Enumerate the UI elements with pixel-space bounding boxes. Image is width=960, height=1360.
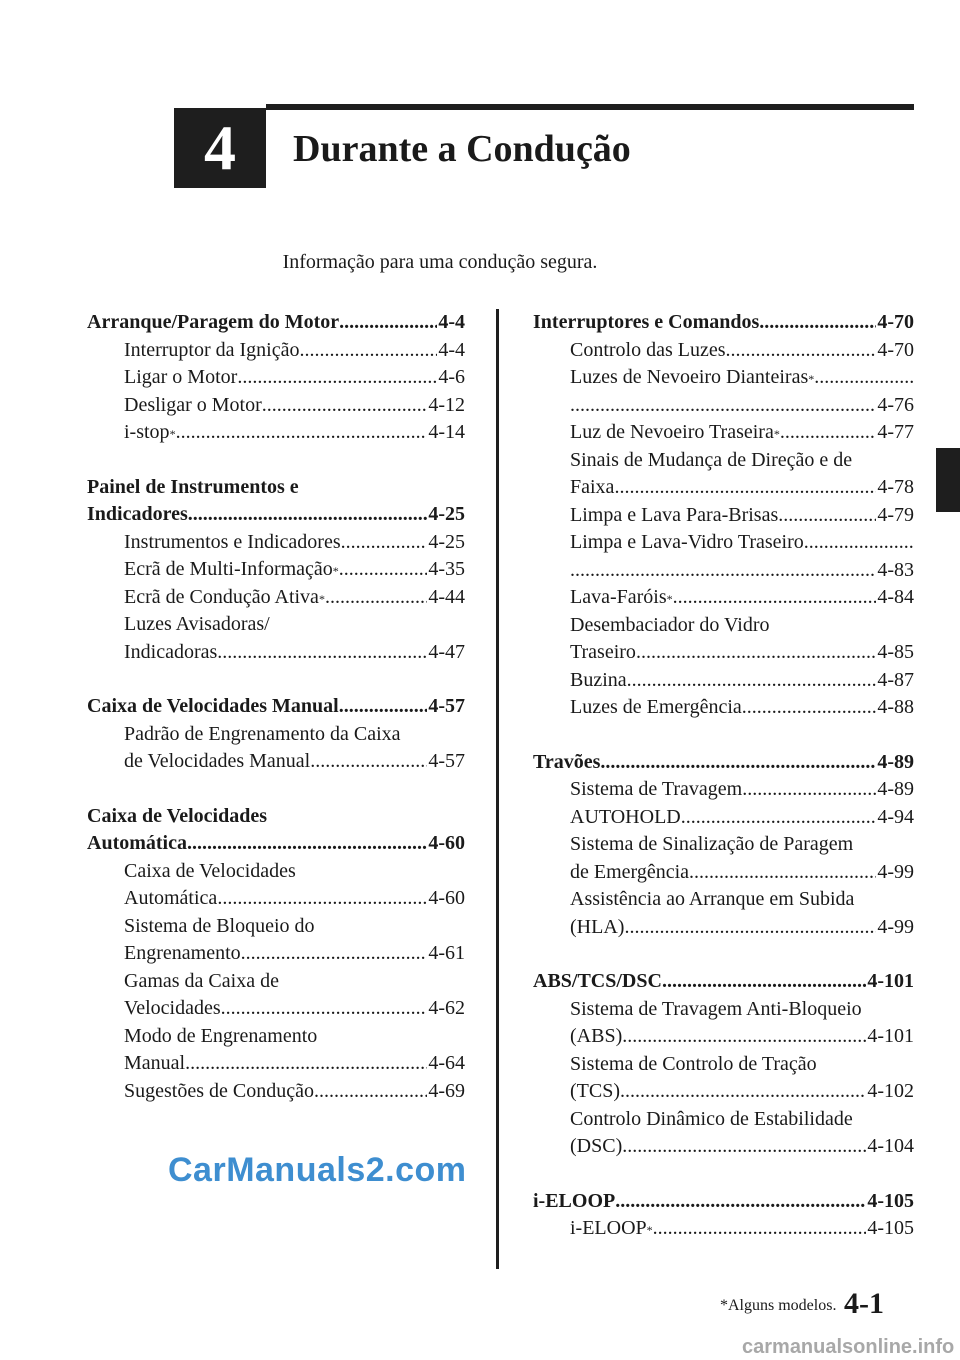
toc-entry[interactable]: [87, 885, 465, 913]
toc-page-number: 4-14: [428, 421, 465, 443]
toc-entry-text: Lava-Faróis: [570, 586, 667, 608]
toc-entry-text: Sinais de Mudança de Direção e de: [570, 448, 853, 471]
toc-dot-leader: [620, 1078, 866, 1106]
toc-entry-text: Controlo Dinâmico de Estabilidade: [570, 1107, 853, 1130]
toc-page-number: 4-83: [877, 558, 914, 581]
toc-page-number: 4-60: [428, 887, 465, 909]
toc-entry-text: Buzina: [570, 668, 627, 691]
carmanuals-watermark: CarManuals2.com: [168, 1151, 467, 1189]
toc-entry[interactable]: [533, 612, 914, 640]
toc-entry-text: Desligar o Motor: [124, 393, 262, 416]
toc-page-number: 4-35: [428, 558, 465, 580]
toc-entry-text: Limpa e Lava-Vidro Traseiro: [570, 531, 804, 553]
toc-page-number: 4-25: [428, 530, 465, 553]
toc-entry-text: Desembaciador do Vidro: [570, 613, 770, 636]
toc-dot-leader: [627, 667, 877, 695]
toc-dot-leader: [314, 1078, 427, 1106]
toc-dot-leader: [339, 309, 437, 337]
chapter-subtitle: Informação para uma condução segura.: [282, 251, 598, 273]
toc-page-number: 4-69: [428, 1079, 465, 1102]
toc-page-number: 4-99: [877, 860, 914, 883]
toc-entry-text: Manual: [124, 1052, 186, 1074]
toc-entry[interactable]: [87, 913, 465, 941]
toc-dot-leader: [681, 804, 877, 832]
toc-section-heading[interactable]: [87, 309, 465, 337]
toc-page-number: 4-87: [877, 668, 914, 691]
toc-page-number: 4-79: [877, 503, 914, 526]
chapter-number-tab: 4: [174, 108, 266, 188]
chapter-side-tab: [936, 448, 960, 512]
toc-entry[interactable]: [533, 804, 914, 832]
toc-entry-text: Controlo das Luzes: [570, 338, 726, 361]
toc-dot-leader: [176, 419, 428, 447]
toc-entry-text: Luzes Avisadoras/: [124, 613, 270, 635]
toc-entry-text: AUTOHOLD: [570, 805, 681, 828]
toc-entry[interactable]: [533, 337, 914, 365]
toc-entry[interactable]: Luzes de Nevoeiro Dianteiras * .....: [533, 364, 914, 392]
toc-dot-leader: [804, 529, 914, 557]
toc-page-number: 4-6: [438, 366, 465, 388]
toc-page-number: 4-70: [877, 338, 914, 361]
toc-entry[interactable]: [533, 392, 914, 420]
toc-entry-text: de Emergência: [570, 860, 690, 883]
toc-entry-text: Luzes de Emergência: [570, 696, 742, 718]
column-divider: [496, 309, 499, 1269]
toc-entry-text: Ligar o Motor: [124, 366, 238, 388]
toc-section-heading[interactable]: [87, 803, 465, 831]
site-watermark: carmanualsonline.info: [742, 1336, 955, 1358]
toc-heading-text: Arranque/Paragem do Motor: [87, 311, 340, 333]
toc-entry-text: Faixa: [570, 476, 615, 498]
toc-section: [87, 309, 465, 447]
page-number: 4-1: [844, 1287, 884, 1320]
toc-page-number: 4-25: [428, 503, 465, 525]
toc-dot-leader: [237, 364, 437, 392]
toc-entry-text: Traseiro: [570, 641, 636, 663]
toc-page-number: 4-102: [867, 1080, 914, 1102]
toc-dot-leader: [778, 502, 876, 530]
toc-entry[interactable]: [87, 858, 465, 886]
toc-entry[interactable]: [533, 1106, 914, 1134]
toc-page-number: 4-99: [877, 915, 914, 938]
footnote: *Alguns modelos.: [720, 1297, 837, 1314]
toc-heading-text: Caixa de Velocidades: [87, 804, 268, 827]
toc-section: [533, 968, 914, 1161]
toc-entry-text: Assistência ao Arranque em Subida: [570, 888, 855, 910]
toc-entry[interactable]: [533, 914, 914, 942]
toc-entry[interactable]: [533, 639, 914, 667]
toc-heading-text: Caixa de Velocidades Manual: [87, 695, 339, 717]
toc-section-heading[interactable]: [87, 474, 465, 502]
toc-entry[interactable]: [87, 995, 465, 1023]
toc-entry-text: (HLA): [570, 915, 625, 938]
toc-dot-leader: [187, 830, 427, 858]
toc-entry[interactable]: [87, 748, 465, 776]
toc-dot-leader: [624, 914, 876, 942]
toc-entry[interactable]: [533, 502, 914, 530]
toc-section: [87, 693, 465, 776]
toc-dot-leader: [262, 392, 428, 420]
toc-page-number: 4-4: [438, 338, 465, 361]
toc-dot-leader: [689, 859, 876, 887]
toc-entry[interactable]: [87, 1050, 465, 1078]
toc-entry-text: Sistema de Travagem Anti-Bloqueio: [570, 997, 862, 1020]
toc-entry-text: Luz de Nevoeiro Traseira: [570, 421, 774, 443]
toc-entry[interactable]: i-stop * ..... 4-14: [87, 419, 465, 447]
toc-entry[interactable]: [87, 1078, 465, 1106]
toc-entry-text: Velocidades: [124, 997, 221, 1019]
toc-dot-leader: [636, 639, 876, 667]
toc-dot-leader: [325, 584, 427, 612]
toc-page-number: 4-62: [428, 997, 465, 1019]
toc-page-number: 4-60: [428, 832, 465, 854]
toc-entry[interactable]: [533, 859, 914, 887]
toc-entry[interactable]: [533, 694, 914, 722]
toc-entry[interactable]: [533, 529, 914, 557]
toc-entry-text: Caixa de Velocidades: [124, 859, 296, 882]
toc-page-number: 4-78: [877, 476, 914, 498]
toc-page-number: 4-94: [877, 805, 914, 828]
toc-section-heading[interactable]: [87, 830, 465, 858]
toc-entry[interactable]: [533, 474, 914, 502]
toc-dot-leader: [217, 639, 427, 667]
toc-dot-leader: [310, 748, 427, 776]
toc-page-number: 4-84: [877, 586, 914, 608]
toc-entry-text: Engrenamento: [124, 942, 241, 964]
toc-dot-leader: [653, 1215, 867, 1243]
toc-dot-leader: [570, 392, 876, 420]
toc-left-column: [87, 309, 465, 1132]
toc-entry-text: Padrão de Engrenamento da Caixa: [124, 722, 401, 745]
toc-dot-leader: [662, 968, 866, 996]
toc-page-number: 4-104: [867, 1135, 914, 1157]
toc-entry-text: Limpa e Lava Para-Brisas: [570, 503, 779, 526]
toc-dot-leader: [742, 694, 877, 722]
toc-entry[interactable]: [533, 1133, 914, 1161]
toc-dot-leader: [614, 474, 876, 502]
toc-dot-leader: [600, 749, 876, 777]
toc-page-number: 4-61: [428, 942, 465, 964]
toc-dot-leader: [622, 1133, 866, 1161]
toc-page-number: 4-89: [877, 778, 914, 800]
toc-entry-text: Modo de Engrenamento: [124, 1024, 318, 1047]
toc-entry-text: i-stop: [124, 421, 170, 443]
toc-dot-leader: [622, 1023, 866, 1051]
toc-dot-leader: [188, 501, 428, 529]
toc-heading-text: Indicadores: [87, 503, 188, 525]
toc-page-number: 4-57: [428, 695, 465, 717]
toc-entry-text: Sistema de Bloqueio do: [124, 914, 315, 937]
toc-entry-text: Instrumentos e Indicadores: [124, 530, 341, 553]
toc-page-number: 4-89: [877, 750, 914, 773]
toc-entry-text: (TCS): [570, 1080, 620, 1102]
toc-page-number: 4-77: [877, 421, 914, 443]
toc-page-number: 4-57: [428, 750, 465, 772]
top-rule: [266, 104, 914, 110]
toc-entry[interactable]: [87, 968, 465, 996]
toc-section-heading[interactable]: [533, 749, 914, 777]
toc-dot-leader: [241, 940, 428, 968]
toc-entry-text: Luzes de Nevoeiro Dianteiras: [570, 366, 809, 388]
toc-entry[interactable]: [87, 1023, 465, 1051]
toc-page-number: 4-76: [877, 393, 914, 416]
toc-section: [533, 309, 914, 722]
toc-entry[interactable]: [87, 721, 465, 749]
toc-section-heading[interactable]: [533, 309, 914, 337]
toc-entry-text: Interruptor da Ignição: [124, 338, 300, 361]
toc-entry[interactable]: Ecrã de Multi-Informação * ..... 4-35: [87, 556, 465, 584]
toc-heading-text: Automática: [87, 832, 187, 854]
toc-entry[interactable]: [533, 1051, 914, 1079]
toc-entry[interactable]: Lava-Faróis * ..... 4-84: [533, 584, 914, 612]
toc-entry-text: Ecrã de Multi-Informação: [124, 558, 333, 580]
toc-section-heading[interactable]: [533, 1188, 914, 1216]
toc-section-heading[interactable]: [533, 968, 914, 996]
toc-page-number: 4-12: [428, 393, 465, 416]
toc-dot-leader: [673, 584, 877, 612]
toc-page-number: 4-105: [867, 1217, 914, 1239]
toc-entry[interactable]: [87, 392, 465, 420]
toc-section: [533, 1188, 914, 1243]
toc-entry[interactable]: [533, 776, 914, 804]
toc-entry-text: Sistema de Controlo de Tração: [570, 1052, 817, 1075]
toc-entry-text: Ecrã de Condução Ativa: [124, 585, 319, 608]
toc-page-number: 4-101: [867, 970, 914, 992]
toc-entry-text: Automática: [124, 887, 218, 909]
toc-dot-leader: [221, 995, 428, 1023]
toc-section: [533, 749, 914, 942]
toc-dot-leader: [339, 693, 428, 721]
toc-entry[interactable]: [533, 996, 914, 1024]
toc-page-number: 4-44: [428, 585, 465, 608]
toc-dot-leader: [742, 776, 876, 804]
toc-entry[interactable]: Ecrã de Condução Ativa * ..... 4-44: [87, 584, 465, 612]
toc-entry[interactable]: [87, 639, 465, 667]
toc-dot-leader: [814, 364, 914, 392]
toc-dot-leader: [759, 309, 876, 337]
toc-dot-leader: [615, 1188, 866, 1216]
toc-dot-leader: [185, 1050, 427, 1078]
toc-entry-text: Sugestões de Condução: [124, 1079, 314, 1102]
toc-section-heading[interactable]: [87, 693, 465, 721]
toc-entry-text: (ABS): [570, 1025, 623, 1047]
toc-entry[interactable]: [87, 940, 465, 968]
toc-page-number: 4-64: [428, 1052, 465, 1074]
toc-entry[interactable]: [533, 557, 914, 585]
toc-heading-text: ABS/TCS/DSC: [533, 970, 662, 992]
toc-entry-text: i-ELOOP: [570, 1217, 647, 1239]
toc-dot-leader: [339, 556, 428, 584]
toc-section: [87, 474, 465, 667]
toc-page-number: 4-47: [428, 640, 465, 663]
toc-page-number: 4-85: [877, 641, 914, 663]
toc-page-number: 4-105: [867, 1189, 914, 1212]
toc-heading-text: i-ELOOP: [533, 1189, 616, 1212]
toc-entry[interactable]: [533, 667, 914, 695]
toc-section: [87, 803, 465, 1106]
toc-entry[interactable]: [533, 1023, 914, 1051]
toc-section-heading[interactable]: [87, 501, 465, 529]
toc-dot-leader: [726, 337, 877, 365]
toc-page-number: 4-70: [877, 311, 914, 333]
toc-dot-leader: [217, 885, 427, 913]
toc-entry[interactable]: Luz de Nevoeiro Traseira * ..... 4-77: [533, 419, 914, 447]
toc-heading-text: Interruptores e Comandos: [533, 311, 760, 333]
chapter-title: Durante a Condução: [293, 128, 631, 170]
toc-entry-text: Sistema de Sinalização de Paragem: [570, 833, 854, 855]
toc-entry[interactable]: [533, 831, 914, 859]
toc-heading-text: Travões: [533, 750, 601, 773]
toc-page-number: 4-4: [438, 311, 465, 333]
toc-entry[interactable]: [533, 1078, 914, 1106]
toc-entry-text: (DSC): [570, 1135, 623, 1157]
toc-page-number: 4-88: [877, 696, 914, 718]
toc-dot-leader: [341, 529, 428, 557]
toc-entry[interactable]: [87, 529, 465, 557]
toc-dot-leader: [780, 419, 877, 447]
toc-entry-text: Indicadoras: [124, 640, 218, 663]
toc-entry-text: Sistema de Travagem: [570, 778, 743, 800]
toc-right-column: [533, 309, 914, 1270]
toc-entry[interactable]: [533, 886, 914, 914]
toc-entry[interactable]: [533, 447, 914, 475]
toc-entry-text: Gamas da Caixa de: [124, 969, 279, 992]
toc-entry[interactable]: [87, 364, 465, 392]
toc-entry[interactable]: [87, 337, 465, 365]
toc-dot-leader: [299, 337, 437, 365]
toc-entry[interactable]: [87, 611, 465, 639]
toc-entry-text: de Velocidades Manual: [124, 750, 311, 772]
toc-entry[interactable]: i-ELOOP * ..... 4-105: [533, 1215, 914, 1243]
toc-dot-leader: [570, 557, 876, 585]
toc-page-number: 4-101: [867, 1025, 914, 1047]
toc-heading-text: Painel de Instrumentos e: [87, 475, 299, 498]
